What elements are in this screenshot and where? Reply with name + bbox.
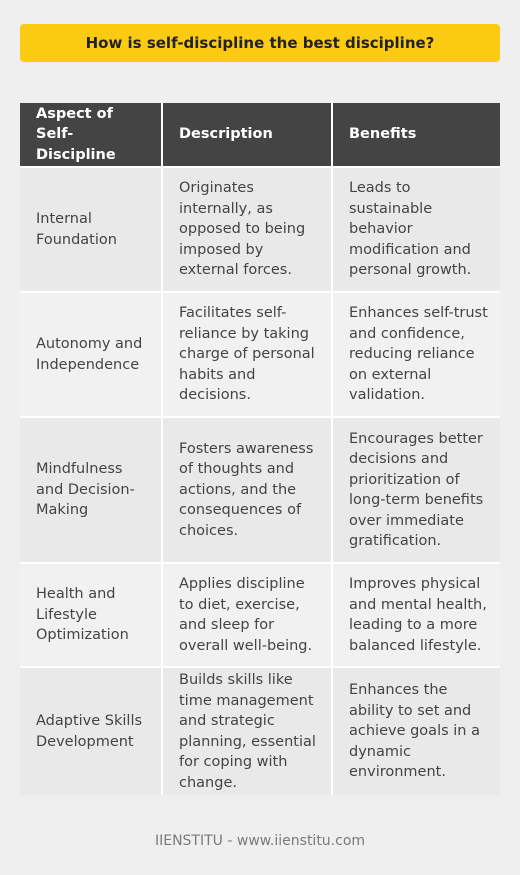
table-row xyxy=(20,292,500,417)
aspect-cell: Internal Foundation xyxy=(20,167,162,292)
description-cell: Applies discipline to diet, exercise, and sleep for overall well-being. xyxy=(162,563,332,667)
aspect-cell: Adaptive Skills Development xyxy=(20,667,162,795)
description-cell: Fosters awareness of thoughts and actions, and the consequences of choices. xyxy=(162,417,332,563)
title-banner xyxy=(20,24,500,62)
footer-credit: IIENSTITU - www.iienstitu.com xyxy=(154,833,366,849)
description-cell: Builds skills like time management and strategic planning, essential for coping with change. xyxy=(162,667,332,795)
table-row xyxy=(20,667,500,795)
discipline-table xyxy=(20,103,500,795)
table-row xyxy=(20,417,500,563)
description-cell: Facilitates self-reliance by taking charge of personal habits and decisions. xyxy=(162,292,332,417)
benefits-cell: Enhances self-trust and confidence, reducing reliance on external validation. xyxy=(332,292,500,417)
description-cell: Originates internally, as opposed to being imposed by external forces. xyxy=(162,167,332,292)
benefits-cell: Leads to sustainable behavior modification and personal growth. xyxy=(332,167,500,292)
table-row xyxy=(20,563,500,667)
benefits-cell: Encourages better decisions and prioritization of long-term benefits over immediate gratification. xyxy=(332,417,500,563)
table-header-row xyxy=(20,103,500,167)
page-title: How is self-discipline the best discipline? xyxy=(85,34,435,52)
column-header-benefits: Benefits xyxy=(332,103,500,167)
aspect-cell: Autonomy and Independence xyxy=(20,292,162,417)
column-header-aspect: Aspect of Self-Discipline xyxy=(20,103,162,167)
table-row xyxy=(20,167,500,292)
aspect-cell: Mindfulness and Decision-Making xyxy=(20,417,162,563)
benefits-cell: Improves physical and mental health, leading to a more balanced lifestyle. xyxy=(332,563,500,667)
aspect-cell: Health and Lifestyle Optimization xyxy=(20,563,162,667)
benefits-cell: Enhances the ability to set and achieve goals in a dynamic environment. xyxy=(332,667,500,795)
column-header-description: Description xyxy=(162,103,332,167)
